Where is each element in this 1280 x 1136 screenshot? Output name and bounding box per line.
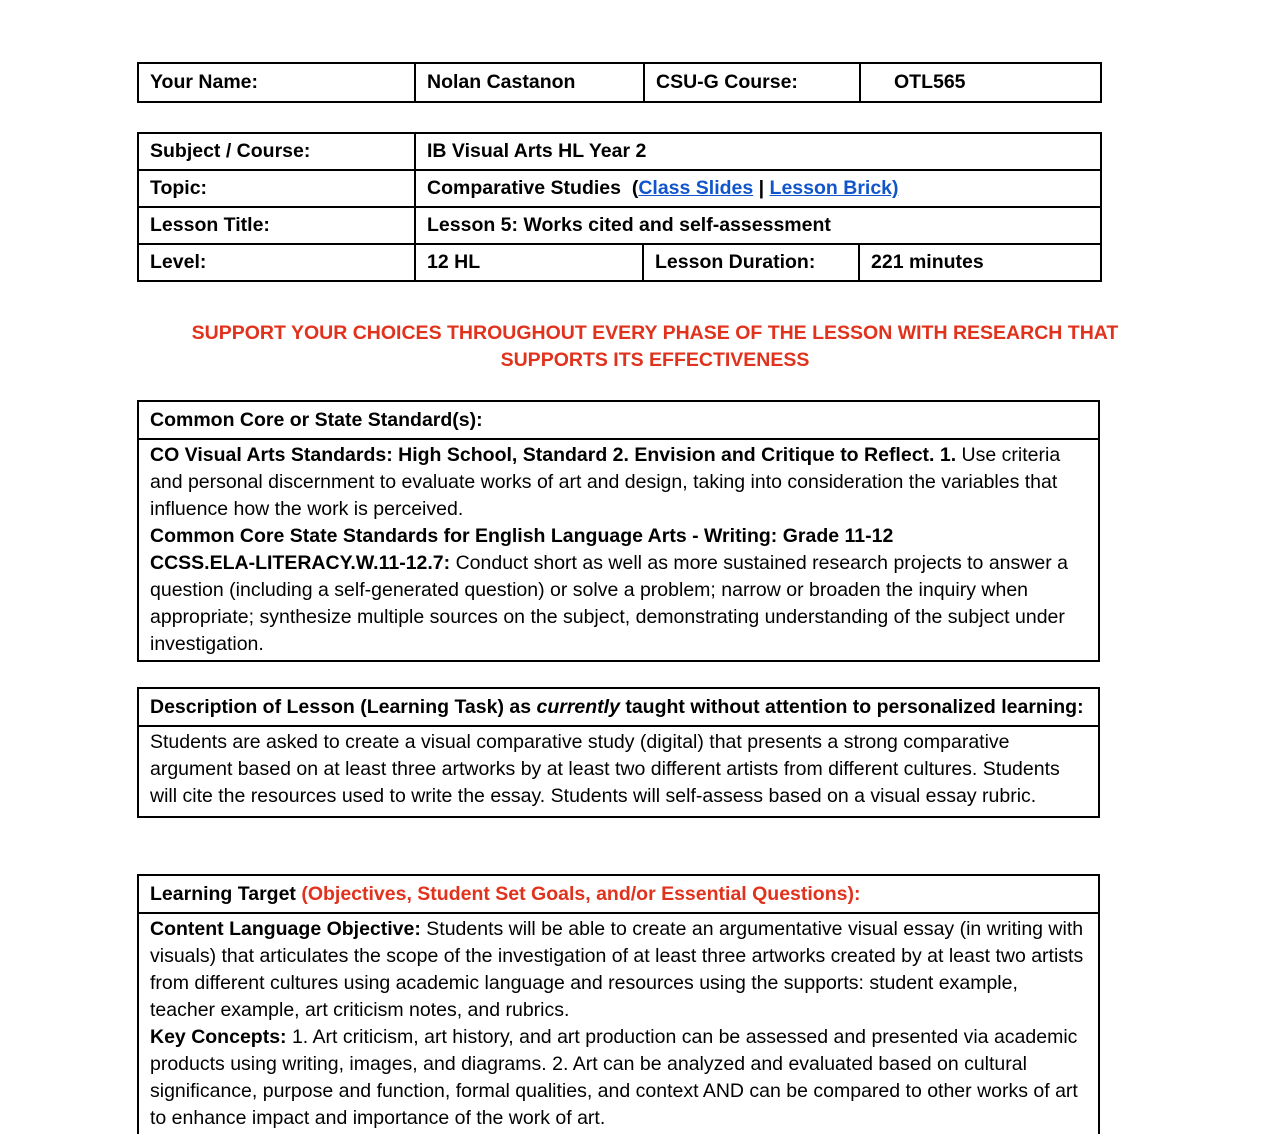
learning-target-body <box>138 913 1099 1134</box>
topic-value: Comparative Studies <box>427 177 621 199</box>
description-header-pre: Description of Lesson (Learning Task) as <box>150 695 537 718</box>
ccss-text: Conduct short as well as more sustained research projects to answer a question (including a self-generated question) or solve a problem; narrow or broaden the inquiry when appropriate; synthesize multiple sources on the subject, demonstrating understanding of the subject under investigation. <box>150 552 1068 655</box>
learning-target-title: Learning Target <box>150 882 296 905</box>
course-label: CSU-G Course: <box>644 63 860 102</box>
learning-target-header <box>138 875 1099 913</box>
research-warning: SUPPORT YOUR CHOICES THROUGHOUT EVERY PHASE OF THE LESSON WITH RESEARCH THAT SUPPORTS ITS EFFECTIVENESS <box>191 322 1119 371</box>
topic-row <box>138 170 1101 207</box>
course-value: OTL565 <box>860 63 1101 102</box>
level-value: 12 HL <box>415 244 643 281</box>
link-separator: | <box>758 177 765 199</box>
name-label: Your Name: <box>138 63 415 102</box>
lesson-title-row <box>138 207 1101 244</box>
description-header-post: taught without attention to personalized learning: <box>619 695 1084 718</box>
topic-value-cell <box>415 170 1101 207</box>
name-row <box>138 63 1101 102</box>
subject-label: Subject / Course: <box>138 133 415 170</box>
description-header-italic: currently <box>536 695 620 718</box>
standards-header: Common Core or State Standard(s): <box>138 401 1099 439</box>
lesson-title-value: Lesson 5: Works cited and self-assessment <box>415 207 1101 244</box>
lesson-info-table <box>137 132 1102 282</box>
subject-row <box>138 133 1101 170</box>
subject-value: IB Visual Arts HL Year 2 <box>415 133 1101 170</box>
co-standard-text: Use criteria and personal discernment to evaluate works of art and design, taking into consideration the variables that influence how the work is perceived. <box>150 444 1061 520</box>
learning-target-table <box>137 874 1100 1134</box>
standards-body <box>138 439 1099 661</box>
lesson-brick-link[interactable]: Lesson Brick) <box>769 177 899 199</box>
learning-target-subtitle: (Objectives, Student Set Goals, and/or Essential Questions): <box>295 882 861 905</box>
key-concepts-label: Key Concepts: <box>150 1026 287 1048</box>
duration-label: Lesson Duration: <box>643 244 859 281</box>
class-slides-link[interactable]: Class Slides <box>638 177 754 199</box>
level-row <box>138 244 1101 281</box>
duration-value: 221 minutes <box>859 244 1101 281</box>
standards-table <box>137 400 1100 662</box>
co-standard-title: CO Visual Arts Standards: High School, Standard 2. Envision and Critique to Reflect. 1. <box>150 444 957 466</box>
description-body: Students are asked to create a visual comparative study (digital) that presents a strong comparative argument based on at least three artworks by at least two different artists from different cultures. Students will cite the resources used to write the essay. Students will self-assess based on a visual essay rubric. <box>138 726 1099 817</box>
name-course-table <box>137 62 1102 103</box>
ccss-heading: Common Core State Standards for English Language Arts - Writing: Grade 11-12 <box>150 525 894 547</box>
description-header <box>138 688 1099 726</box>
clo-label: Content Language Objective: <box>150 918 421 940</box>
clo-text: Students will be able to create an argumentative visual essay (in writing with visuals) that articulates the scope of the investigation of at least three artworks created by at least two artists from different cultures using academic language and resources using the supports: student example, teacher example, art criticism notes, and rubrics. <box>150 918 1084 1021</box>
key-concepts-text: 1. Art criticism, art history, and art production can be assessed and presented via academic products using writing, images, and diagrams. 2. Art can be analyzed and evaluated based on cultural significance, purpose and function, formal qualities, and context AND can be compared to other works of art to enhance impact and importance of the work of art. <box>150 1026 1078 1129</box>
description-table <box>137 687 1100 818</box>
level-label: Level: <box>138 244 415 281</box>
lesson-title-label: Lesson Title: <box>138 207 415 244</box>
ccss-code: CCSS.ELA-LITERACY.W.11-12.7: <box>150 552 451 574</box>
topic-label: Topic: <box>138 170 415 207</box>
name-value: Nolan Castanon <box>415 63 644 102</box>
topic-open-paren: ( <box>631 177 639 199</box>
